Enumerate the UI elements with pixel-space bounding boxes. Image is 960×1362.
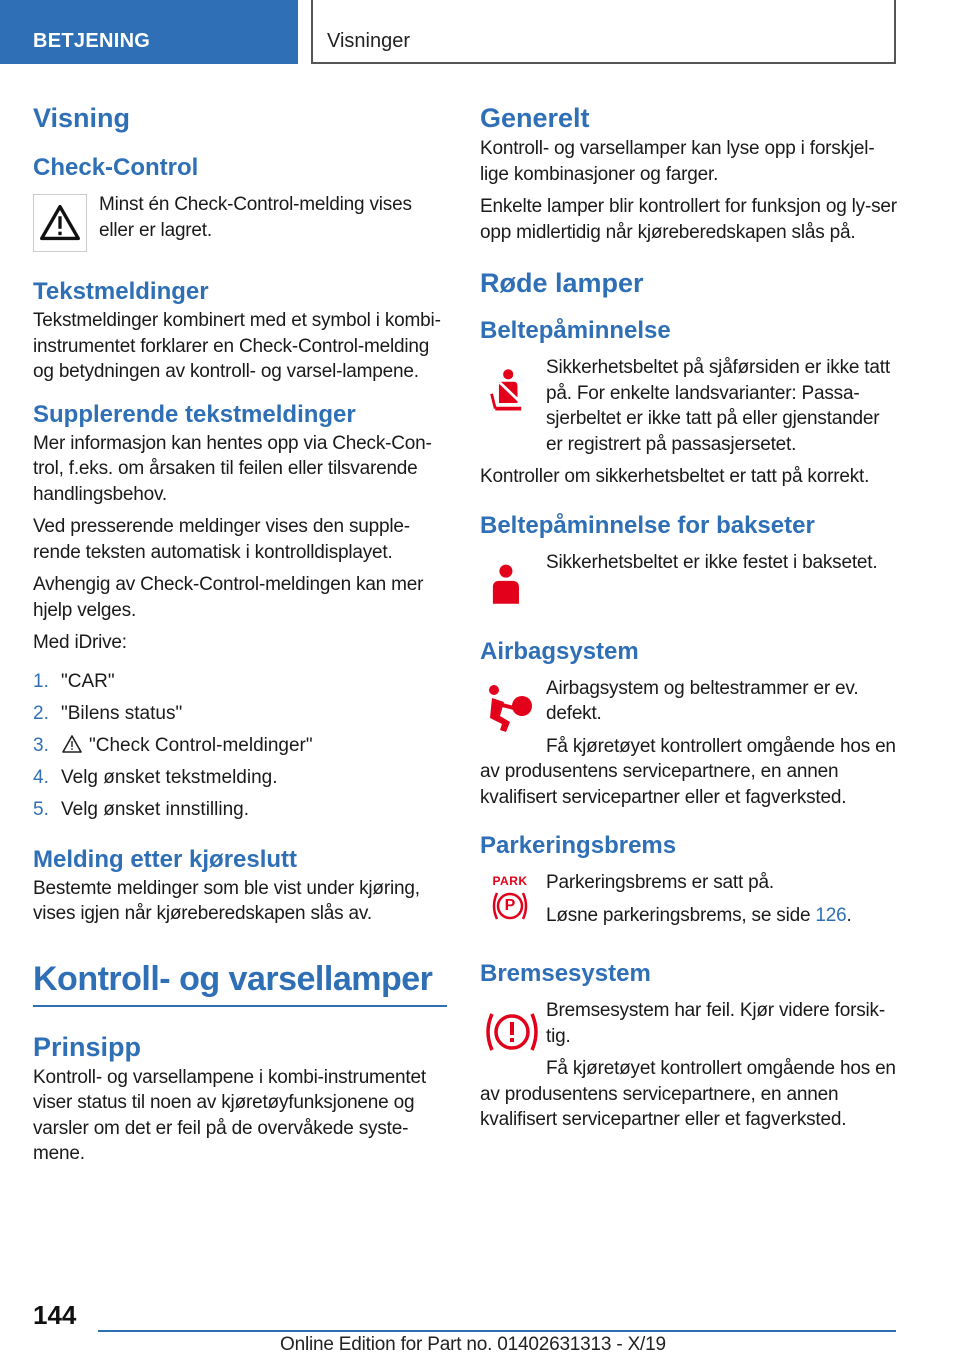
bakseter-text: Sikkerhetsbeltet er ikke festet i baksetet. xyxy=(546,551,878,573)
airbag-warning-icon xyxy=(480,682,540,736)
warning-triangle-icon xyxy=(61,734,83,754)
seatbelt-warning-icon xyxy=(486,361,536,421)
prinsipp-paragraph: Kontroll- og varsellampene i kombi-instrumentet viser status til noen av kjøretøyfunksjonene og varsler om det er feil på de overvåkede syste-mene. xyxy=(33,1066,426,1164)
header-chapter-label: Visninger xyxy=(327,30,411,52)
heading-rode-lamper: Røde lamper xyxy=(480,268,644,298)
melding-paragraph: Bestemte meldinger som ble vist under kjøring, vises igjen når kjøreberedskapen slås av. xyxy=(33,877,420,924)
left-column xyxy=(33,100,451,1167)
heading-beltepaminnelse: Beltepåminnelse xyxy=(480,317,671,344)
page-number: 144 xyxy=(33,1300,77,1330)
airbag-text-2: Få kjøretøyet kontrollert omgående hos en av produsentens servicepartnere, en annen kvalifisert servicepartner eller et fagverksted. xyxy=(480,735,896,808)
right-column xyxy=(480,100,898,1133)
parkeringsbrems-text-2: Løsne parkeringsbrems, se side 126. xyxy=(546,904,852,926)
rear-seat-occupant-icon xyxy=(488,556,532,614)
tekstmeldinger-paragraph: Tekstmeldinger kombinert med et symbol i kombi-instrumentet forklarer en Check-Control-melding og betydningen av kontroll- og varsel-lampene. xyxy=(33,310,441,382)
header-section-label: BETJENING xyxy=(33,30,151,52)
beltepaminnelse-check: Kontroller om sikkerhetsbeltet er tatt på korrekt. xyxy=(480,466,870,487)
heading-prinsipp: Prinsipp xyxy=(33,1031,142,1062)
parking-brake-icon-letter: P xyxy=(504,897,516,914)
heading-beltepaminnelse-bakseter: Beltepåminnelse for bakseter xyxy=(480,511,815,539)
airbag-row xyxy=(480,676,898,727)
generelt-paragraph-1: Kontroll- og varsellamper kan lyse opp i forskjel-lige kombinasjoner og farger. xyxy=(480,138,875,185)
heading-kontroll-varsellamper: Kontroll- og varsellamper xyxy=(33,959,433,998)
beltepaminnelse-text: Sikkerhetsbeltet på sjåførsiden er ikke tatt på. For enkelte landsvarianter: Passa-sjerbeltet er ikke tatt på eller gjenstander er registrert på passasjersetet. xyxy=(546,357,890,455)
heading-melding-etter: Melding etter kjøreslutt xyxy=(33,845,298,873)
generelt-paragraph-2: Enkelte lamper blir kontrollert for funksjon og ly-ser opp midlertidig når kjøreberedskapen slås på. xyxy=(480,196,897,243)
brake-warning-icon xyxy=(482,1010,542,1054)
beltepaminnelse-row xyxy=(480,355,898,457)
list-item: 2. "Bilens status" xyxy=(33,702,183,724)
heading-parkeringsbrems: Parkeringsbrems xyxy=(480,832,677,859)
warning-triangle-icon xyxy=(33,194,87,252)
bremsesystem-text-1: Bremsesystem har feil. Kjør videre forsik-tig. xyxy=(546,1000,885,1047)
section-divider xyxy=(33,1005,447,1007)
supplerende-paragraph-4: Med iDrive: xyxy=(33,632,127,653)
header-section-tab xyxy=(0,0,298,64)
supplerende-paragraph-3: Avhengig av Check-Control-meldingen kan mer hjelp velges. xyxy=(33,574,424,621)
footer-divider xyxy=(98,1330,896,1332)
check-control-text: Minst én Check-Control-melding vises eller er lagret. xyxy=(99,194,412,241)
list-item: 4. Velg ønsket tekstmelding. xyxy=(33,766,278,788)
list-item: 1. "CAR" xyxy=(33,670,115,692)
heading-visning: Visning xyxy=(33,103,131,133)
heading-tekstmeldinger: Tekstmeldinger xyxy=(33,278,209,305)
heading-supplerende: Supplerende tekstmeldinger xyxy=(33,400,356,428)
page-reference-link[interactable]: 126 xyxy=(815,904,847,926)
supplerende-paragraph-2: Ved presserende meldinger vises den supple-rende teksten automatisk i kontrolldisplayet. xyxy=(33,516,410,563)
parking-brake-icon-label: PARK xyxy=(492,874,528,888)
parkeringsbrems-row xyxy=(480,870,898,940)
heading-generelt: Generelt xyxy=(480,103,590,133)
airbag-text-1: Airbagsystem og beltestrammer er ev. defekt. xyxy=(546,677,859,724)
bremsesystem-text-2: Få kjøretøyet kontrollert omgående hos en av produsentens servicepartnere, en annen kvalifisert servicepartner eller et fagverksted. xyxy=(480,1058,896,1130)
parkeringsbrems-text-1: Parkeringsbrems er satt på. xyxy=(546,872,774,893)
check-control-row xyxy=(33,192,451,256)
header-chapter-box xyxy=(311,0,896,64)
list-item: 3. "Check Control-meldinger" xyxy=(33,734,313,756)
footer-edition: Online Edition for Part no. 01402631313 - X/19 xyxy=(280,1334,666,1355)
supplerende-paragraph-1: Mer informasjon kan hentes opp via Check-Con-trol, f.eks. om årsaken til feilen eller tilsvarende handlingsbehov. xyxy=(33,432,432,505)
bremsesystem-row xyxy=(480,998,898,1049)
bakseter-row xyxy=(480,550,898,620)
heading-bremsesystem: Bremsesystem xyxy=(480,960,651,987)
heading-check-control: Check-Control xyxy=(33,154,199,181)
heading-airbagsystem: Airbagsystem xyxy=(480,637,639,665)
list-item: 5. Velg ønsket innstilling. xyxy=(33,798,249,820)
idrive-steps-list xyxy=(33,666,451,826)
parking-brake-icon xyxy=(486,874,534,928)
